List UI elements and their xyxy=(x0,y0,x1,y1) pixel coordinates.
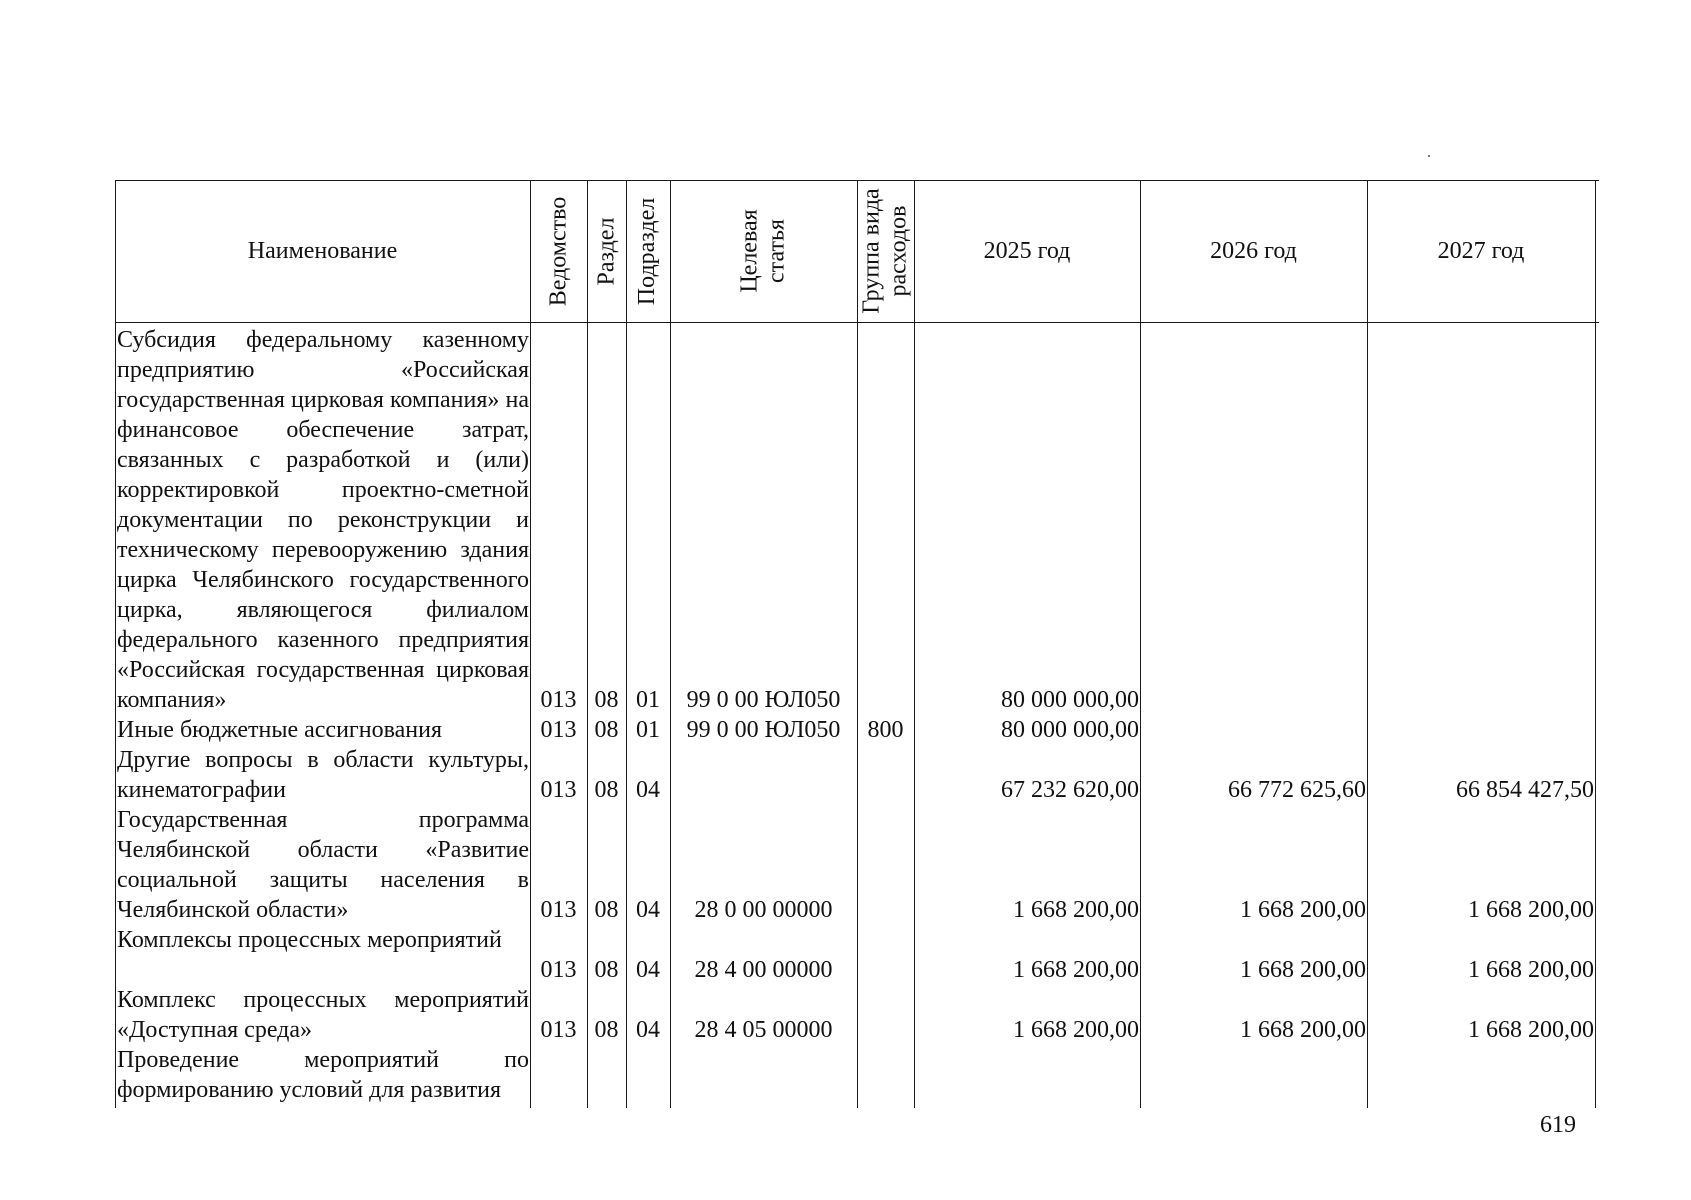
row-2026: 66 772 625,60 xyxy=(1228,777,1366,803)
header-celevaya-label xyxy=(736,209,790,292)
row-2027: 1 668 200,00 xyxy=(1468,957,1594,983)
row-2025: 80 000 000,00 xyxy=(1001,717,1139,743)
row-celevaya: 28 0 00 00000 xyxy=(694,897,833,923)
row-celevaya: 99 0 00 ЮЛ050 xyxy=(686,687,841,713)
row-2027: 1 668 200,00 xyxy=(1468,897,1594,923)
row-razdel: 08 xyxy=(594,777,619,803)
row-2025: 1 668 200,00 xyxy=(1013,957,1139,983)
col-border xyxy=(1595,180,1596,1108)
header-razdel xyxy=(587,180,626,322)
row-razdel: 08 xyxy=(594,687,619,713)
row-name: Другие вопросы в области культуры, кинематографии xyxy=(117,747,529,803)
header-podrazdel xyxy=(626,180,670,322)
row-podrazdel: 01 xyxy=(636,717,660,743)
row-name: Государственная программа Челябинской области «Развитие социальной защиты населения в Челябинской области» xyxy=(117,807,529,923)
row-2026: 1 668 200,00 xyxy=(1240,957,1366,983)
header-2025 xyxy=(914,180,1140,322)
header-gruppa-label xyxy=(859,188,913,313)
row-2026: 1 668 200,00 xyxy=(1240,1017,1366,1043)
header-2027-label: 2027 год xyxy=(1437,237,1525,264)
header-2025-label: 2025 год xyxy=(983,237,1071,264)
header-gruppa xyxy=(857,180,914,322)
header-celevaya-line2: статья xyxy=(763,219,790,283)
row-celevaya: 28 4 05 00000 xyxy=(694,1017,833,1043)
row-celevaya: 99 0 00 ЮЛ050 xyxy=(686,717,841,743)
row-razdel: 08 xyxy=(594,897,619,923)
header-celevaya-line1: Целевая xyxy=(736,209,763,293)
row-ved: 013 xyxy=(540,717,577,743)
header-name xyxy=(115,180,530,322)
row-ved: 013 xyxy=(540,957,577,983)
row-razdel: 08 xyxy=(594,957,619,983)
header-gruppa-line1: Группа вида xyxy=(858,188,885,314)
scan-speck xyxy=(1428,155,1430,157)
row-podrazdel: 04 xyxy=(636,957,660,983)
row-celevaya: 28 4 00 00000 xyxy=(694,957,833,983)
header-celevaya xyxy=(670,180,857,322)
row-2026: 1 668 200,00 xyxy=(1240,897,1366,923)
header-2026-label: 2026 год xyxy=(1210,237,1297,264)
budget-table xyxy=(115,180,1599,1108)
row-ved: 013 xyxy=(540,687,577,713)
row-razdel: 08 xyxy=(594,717,619,743)
header-gruppa-line2: расходов xyxy=(885,205,912,297)
row-2025: 67 232 620,00 xyxy=(1001,777,1139,803)
row-podrazdel: 04 xyxy=(636,1017,660,1043)
header-razdel-label: Раздел xyxy=(593,217,620,285)
row-name: Комплексы процессных мероприятий xyxy=(117,927,502,953)
page-number: 619 xyxy=(1540,1112,1576,1138)
row-podrazdel: 04 xyxy=(636,897,660,923)
header-2026 xyxy=(1140,180,1367,322)
row-razdel: 08 xyxy=(594,1017,619,1043)
row-name: Комплекс процессных мероприятий «Доступная среда» xyxy=(117,987,529,1043)
row-2025: 80 000 000,00 xyxy=(1001,687,1139,713)
row-2025: 1 668 200,00 xyxy=(1013,897,1139,923)
row-2027: 66 854 427,50 xyxy=(1456,777,1594,803)
row-name: Субсидия федеральному казенному предприятию «Российская государственная цирковая компания» на финансовое обеспечение затрат, связанных с разработкой и (или) корректировкой проектно-сметной документации по реконструкции и техническому перевооружению здания цирка Челябинского государственного цирка, являющегося филиалом федерального казенного предприятия «Российская государственная цирковая компания» xyxy=(117,327,529,713)
row-gruppa: 800 xyxy=(867,717,904,743)
row-name: Проведение мероприятий по формированию условий для развития xyxy=(117,1047,529,1103)
row-ved: 013 xyxy=(540,777,577,803)
header-vedomstvo-label: Ведомство xyxy=(545,196,571,306)
row-2025: 1 668 200,00 xyxy=(1013,1017,1139,1043)
header-podrazdel-label: Подраздел xyxy=(634,197,661,305)
row-ved: 013 xyxy=(540,1017,577,1043)
row-podrazdel: 01 xyxy=(636,687,660,713)
header-2027 xyxy=(1367,180,1595,322)
row-2027: 1 668 200,00 xyxy=(1468,1017,1594,1043)
header-vedomstvo xyxy=(530,180,587,322)
row-name: Иные бюджетные ассигнования xyxy=(117,717,442,743)
header-name-label: Наименование xyxy=(247,237,398,264)
row-podrazdel: 04 xyxy=(636,777,660,803)
row-ved: 013 xyxy=(540,897,577,923)
